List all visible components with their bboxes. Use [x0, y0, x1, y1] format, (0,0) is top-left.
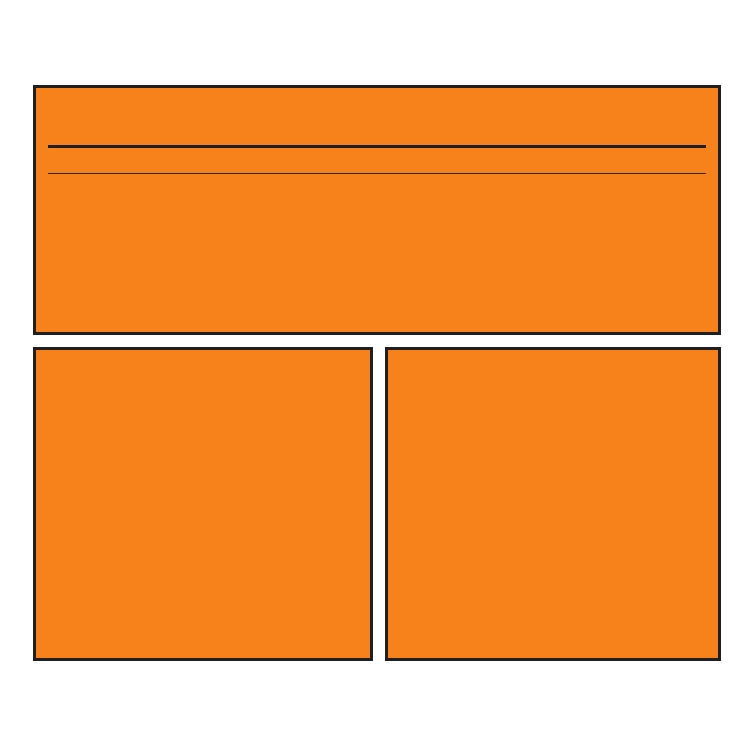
nutrition-facts-panel — [33, 85, 721, 335]
nutrition-facts-title — [50, 92, 712, 126]
non-essential-amino-panel — [385, 347, 721, 661]
serving-row — [48, 124, 706, 148]
essential-amino-panel — [33, 347, 373, 661]
amount-header-row — [48, 150, 706, 174]
